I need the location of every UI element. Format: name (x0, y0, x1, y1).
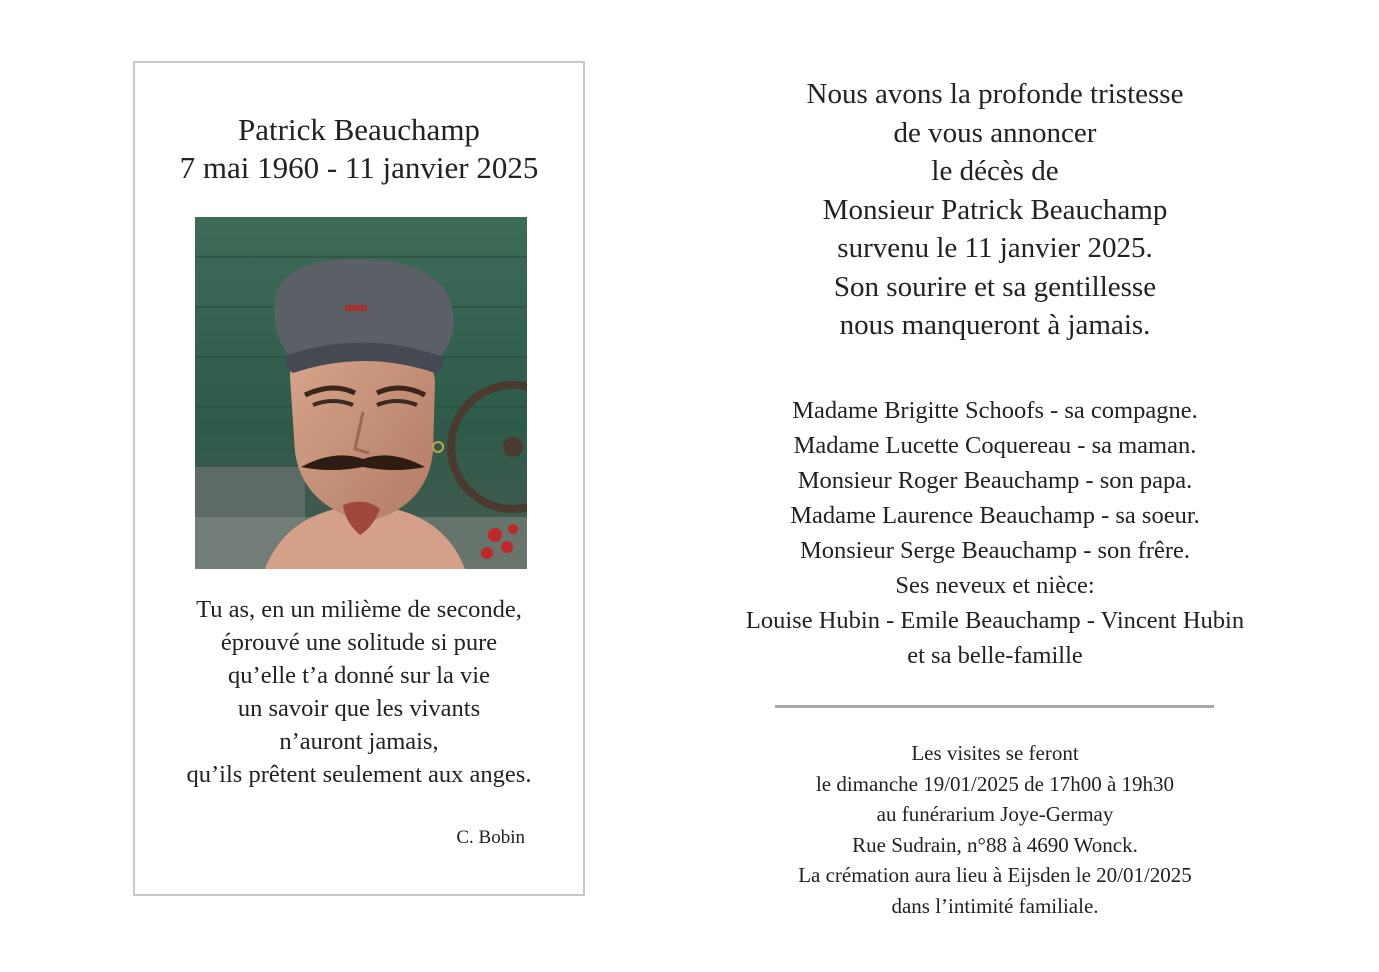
portrait-photo (195, 217, 527, 569)
family-member: Madame Brigitte Schoofs - sa compagne. (792, 397, 1198, 424)
family-member: Ses neveux et nièce: (895, 572, 1095, 599)
visit-line: au funérarium Joye-Germay (876, 802, 1114, 826)
life-dates: 7 mai 1960 - 11 janvier 2025 (179, 150, 539, 185)
visit-line: La crémation aura lieu à Eijsden le 20/01/2025 (798, 863, 1192, 887)
death-announcement (695, 75, 1295, 345)
announcement-line: survenu le 11 janvier 2025. (837, 232, 1153, 264)
announcement-line: Nous avons la profonde tristesse (806, 78, 1184, 110)
family-member: Madame Lucette Coquereau - sa maman. (793, 432, 1197, 459)
poem-line: qu’ils prêtent seulement aux anges. (186, 761, 532, 788)
poem-line: un savoir que les vivants (237, 695, 481, 722)
poem-line: Tu as, en un milième de seconde, (196, 596, 522, 623)
portrait-illustration (195, 217, 527, 569)
visit-line: Rue Sudrain, n°88 à 4690 Wonck. (852, 832, 1138, 857)
family-member: et sa belle-famille (907, 642, 1083, 669)
visit-line: dans l’intimité familiale. (891, 893, 1099, 918)
family-member: Monsieur Serge Beauchamp - son frêre. (799, 537, 1191, 564)
poem-line: qu’elle t’a donné sur la vie (228, 662, 490, 689)
visit-line: le dimanche 19/01/2025 de 17h00 à 19h30 (815, 771, 1175, 796)
family-member: Madame Laurence Beauchamp - sa soeur. (790, 502, 1200, 529)
announcement-line: le décès de (931, 155, 1059, 187)
family-list (695, 393, 1295, 673)
announcement-line: nous manqueront à jamais. (839, 309, 1151, 341)
announcement-line: Son sourire et sa gentillesse (833, 270, 1157, 303)
poem-line: éprouvé une solitude si pure (220, 629, 498, 656)
divider (775, 705, 1214, 708)
visit-line: Les visites se feront (911, 741, 1079, 765)
family-member: Louise Hubin - Emile Beauchamp - Vincent Hubin (745, 607, 1245, 634)
deceased-name: Patrick Beauchamp (238, 112, 480, 147)
announcement-line: Monsieur Patrick Beauchamp (822, 193, 1168, 226)
family-member: Monsieur Roger Beauchamp - son papa. (797, 467, 1193, 494)
announcement-line: de vous annoncer (893, 116, 1097, 149)
poem (135, 593, 583, 791)
visit-details (695, 738, 1295, 921)
poem-author: C. Bobin (456, 827, 525, 848)
poem-line: n’auront jamais, (279, 728, 439, 755)
memorial-card (133, 61, 585, 896)
card-header (135, 111, 583, 187)
